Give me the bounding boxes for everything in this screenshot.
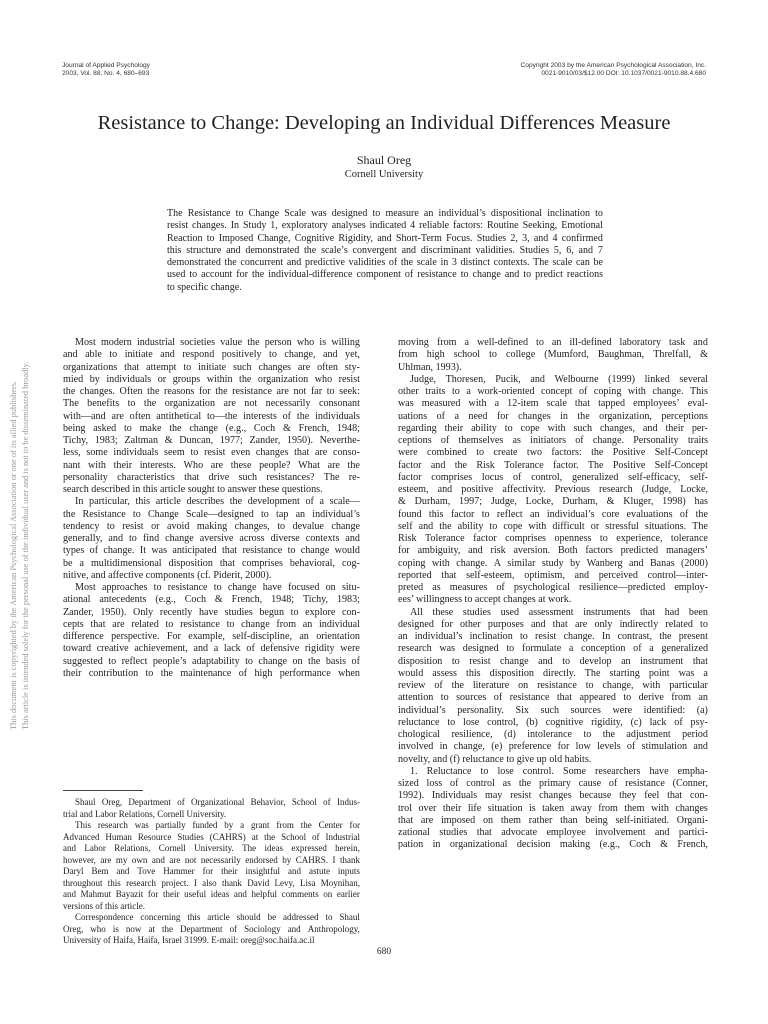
text-line: this structure and demonstrated the scale’s convergent and discriminant validities. Studies 5, 6, and 7 xyxy=(167,244,603,256)
sidebar-text xyxy=(4,290,34,730)
text-line: pation in organizational decision making (e.g., Coch & French, xyxy=(398,839,708,851)
text-line: their contribution to the maintenance of high performance when xyxy=(63,667,360,679)
body-column-right xyxy=(398,337,708,852)
body-column-left xyxy=(63,337,360,680)
text-line: with—and are often antithetical to—the interests of the individuals xyxy=(63,410,360,422)
text-line: preted as measures of psychological resilience—predicted employ- xyxy=(398,582,708,593)
text-line: reported that self-esteem, optimism, and perceived control—inter- xyxy=(398,569,708,581)
page-number: 680 xyxy=(376,947,392,957)
text-line: esteem, and positive affectivity. Previous research (Judge, Locke, xyxy=(398,484,708,495)
text-line: chological resilience, (d) intolerance to the adjustment period xyxy=(398,729,708,740)
text-line: Shaul Oreg, Department of Organizational Behavior, School of Indus- xyxy=(75,797,360,807)
text-line: The benefits to the organization are not necessarily consonant xyxy=(63,398,360,410)
text-line: moving from a well-defined to an ill-defined laboratory task and xyxy=(398,337,708,348)
text-line: for ambiguity, and risk aversion. Both factors predicted managers’ xyxy=(398,545,708,557)
text-line: review of the literature on resistance to change, with particular xyxy=(398,680,708,691)
text-line: an individual’s inclination to resist change. In contrast, the present xyxy=(398,631,708,642)
text-line: designed for other purposes and that are only indirectly related to xyxy=(398,618,708,630)
text-line: Most modern industrial societies value the person who is willing xyxy=(75,337,360,348)
author-affiliation: Cornell University xyxy=(344,169,424,180)
text-line: Correspondence concerning this article should be addressed to Shaul xyxy=(75,912,360,922)
text-line: to specific change. xyxy=(167,281,242,293)
text-line: factor comprises locus of control, generalized self-efficacy, self- xyxy=(398,471,708,483)
text-line: trial and Labor Relations, Cornell University. xyxy=(63,808,227,819)
text-line: Judge, Thoresen, Pucik, and Welbourne (1999) linked several xyxy=(410,373,708,385)
text-line: factor and the Risk Tolerance factor. The Positive Self-Concept xyxy=(398,459,708,471)
text-line: generally, and to find change aversive across diverse contexts and xyxy=(63,533,360,544)
text-line: was measured with a 12-item scale that tapped employees’ eval- xyxy=(398,398,708,410)
text-line: Zander, 1950). Only recently have studies begun to explore con- xyxy=(63,606,360,618)
text-line: mied by individuals or groups within the organization who resist xyxy=(63,373,360,385)
text-line: All these studies used assessment instruments that had been xyxy=(410,606,708,618)
copyright-sidebar xyxy=(4,290,34,730)
text-line: involved in change, (e) preference for low levels of stimulation and xyxy=(398,741,708,753)
text-line: personality characteristics that drive such resistances? The re- xyxy=(63,471,360,483)
text-line: attention to sources of resistance that appeared to derive from an xyxy=(398,692,708,704)
text-line: suggested to reflect people’s adaptability to change on the basis of xyxy=(63,655,360,667)
text-line: cepts that are related to resistance to change from an individual xyxy=(63,618,360,630)
text-line: tendency to resist or avoid making changes, to devalue change xyxy=(63,520,360,532)
doi-line: 0021-9010/03/$12.00 DOI: 10.1037/0021-9010.88.4.680 xyxy=(541,70,706,77)
text-line: 1. Reluctance to lose control. Some researchers have empha- xyxy=(410,765,708,777)
copyright-notice xyxy=(521,62,706,78)
text-line: toward creative achievement, and a lack of defensive rigidity were xyxy=(63,643,360,655)
text-line: In particular, this article describes the development of a scale— xyxy=(75,496,360,508)
footnote-divider xyxy=(63,790,143,791)
text-line: were combined to create two factors: the Positive Self-Concept xyxy=(398,447,708,459)
sidebar-line: This article is intended solely for the personal use of the individual user and is not to be disseminated broadly. xyxy=(21,361,30,730)
author-name: Shaul Oreg xyxy=(356,153,412,167)
text-line: Oreg, who is now at the Department of Sociology and Anthropology, xyxy=(63,923,360,934)
text-line: used to account for the individual-difference component of resistance to change and to predict reactions xyxy=(167,269,603,281)
text-line: the changes. Often the reasons for the resistance are not far to seek: xyxy=(63,386,360,397)
text-line: self and the ability to cope with difficult or stressful situations. The xyxy=(398,520,708,532)
journal-volume: 2003, Vol. 88, No. 4, 680–693 xyxy=(62,70,150,77)
text-line: Reaction to Imposed Change, Cognitive Rigidity, and Short-Term Focus. Studies 2, 3, and 4 confirmed xyxy=(167,232,603,244)
text-line: & Durham, 1997; Judge, Locke, Durham, & Kluger, 1998) has xyxy=(398,496,708,508)
text-line: Advanced Human Resource Studies (CAHRS) at the School of Industrial xyxy=(63,831,360,842)
text-line: disposition to resist change and to develop an instrument that xyxy=(398,655,708,667)
text-line: uations of a need for changes in the organization, perceptions xyxy=(398,410,708,422)
text-line: versions of this article. xyxy=(63,900,145,911)
article-title: Resistance to Change: Developing an Individual Differences Measure xyxy=(97,112,671,134)
journal-citation xyxy=(62,62,150,78)
text-line: found this factor to reflect an individual’s core evaluations of the xyxy=(398,508,708,520)
text-line: individual’s personality. Six such sources were identified: (a) xyxy=(398,704,708,716)
text-line: regarding their ability to cope with such changes, and their per- xyxy=(398,422,708,434)
abstract xyxy=(167,208,603,294)
text-line: however, are my own and are not necessarily endorsed by CAHRS. I thank xyxy=(63,854,360,865)
copyright-line: Copyright 2003 by the American Psychological Association, Inc. xyxy=(520,62,706,69)
text-line: research was designed to formulate a conception of a generalized xyxy=(398,643,708,655)
text-line: organizations that attempt to initiate such changes are often sty- xyxy=(63,361,360,373)
text-line: and Labor Relations, Cornell University. The ideas expressed herein, xyxy=(63,843,360,853)
text-line: difference perspective. For example, self-discipline, an orientation xyxy=(63,631,360,642)
text-line: and Mahmut Bayazit for their useful ideas and helpful comments on earlier xyxy=(63,889,360,899)
sidebar-line: This document is copyrighted by the American Psychological Association or one of its allied publishers. xyxy=(9,380,18,730)
text-line: nitive, and affective components (cf. Piderit, 2000). xyxy=(63,569,272,581)
text-line: trol over their life situation is taken away from them with changes xyxy=(398,802,708,814)
text-line: coping with change. A similar study by Wanberg and Banas (2000) xyxy=(398,557,708,569)
text-line: reluctance to lose control, (b) cognitive rigidity, (c) lack of psy- xyxy=(398,716,708,728)
text-line: 1992). Individuals may resist changes because they feel that con- xyxy=(398,790,708,802)
text-line: search described in this article sought to answer these questions. xyxy=(63,484,323,495)
text-line: nant with their interests. Who are these people? What are the xyxy=(63,459,360,471)
text-line: and able to initiate and respond positively to change, and yet, xyxy=(63,349,360,361)
text-line: less, some individuals seem to resist even changes that are conso- xyxy=(63,447,360,459)
author-note xyxy=(63,797,360,947)
text-line: being asked to make the change (e.g., Coch & French, 1948; xyxy=(63,422,360,434)
text-line: demonstrated the concurrent and predictive validities of the scale in 3 distinct contexts. The scale can be xyxy=(167,257,603,269)
text-line: from high school to college (Mumford, Baughman, Threlfall, & xyxy=(398,349,708,361)
text-line: Risk Tolerance factor comprises openness to experience, tolerance xyxy=(398,533,708,544)
text-line: zational studies that advocate employee involvement and partici- xyxy=(398,827,708,838)
text-line: This research was partially funded by a grant from the Center for xyxy=(75,820,360,830)
text-line: sized loss of control as the primary cause of resistance (Conner, xyxy=(398,778,708,789)
journal-name: Journal of Applied Psychology xyxy=(62,62,150,69)
text-line: throughout this research project. I also thank David Levy, Lisa Moynihan, xyxy=(63,877,360,888)
text-line: the Resistance to Change Scale—designed to tap an individual’s xyxy=(63,508,360,520)
text-line: would assess this disposition directly. The starting point was a xyxy=(398,667,708,679)
text-line: other traits to a work-oriented concept of coping with change. This xyxy=(398,386,708,397)
text-line: Daryl Bem and Tove Hammer for their insightful and astute inputs xyxy=(63,866,360,876)
text-line: ational antecedents (e.g., Coch & French, 1948; Tichy, 1983; xyxy=(63,594,360,606)
text-line: Tichy, 1983; Zaltman & Duncan, 1977; Zander, 1950). Neverthe- xyxy=(63,435,360,446)
text-line: resist changes. In Study 1, exploratory analyses indicated 4 reliable factors: Routine Seeking, Emotional xyxy=(167,220,603,232)
text-line: be a multidimensional disposition that comprises behavioral, cog- xyxy=(63,557,360,569)
text-line: Uhlman, 1993). xyxy=(398,361,462,373)
text-line: novelty, and (f) reluctance to give up old habits. xyxy=(398,753,592,765)
text-line: University of Haifa, Haifa, Israel 31999. E-mail: oreg@soc.haifa.ac.il xyxy=(63,935,315,945)
text-line: Most approaches to resistance to change have focused on situ- xyxy=(75,582,360,593)
text-line: that are imposed on them rather than being self-initiated. Organi- xyxy=(398,814,708,826)
text-line: ceptions of themselves as initiators of change. Personality traits xyxy=(398,435,708,446)
text-line: types of change. It was anticipated that resistance to change would xyxy=(63,545,360,557)
text-line: ees’ willingness to accept changes at work. xyxy=(398,594,572,606)
text-line: The Resistance to Change Scale was designed to measure an individual’s dispositional inclination to xyxy=(167,208,603,219)
